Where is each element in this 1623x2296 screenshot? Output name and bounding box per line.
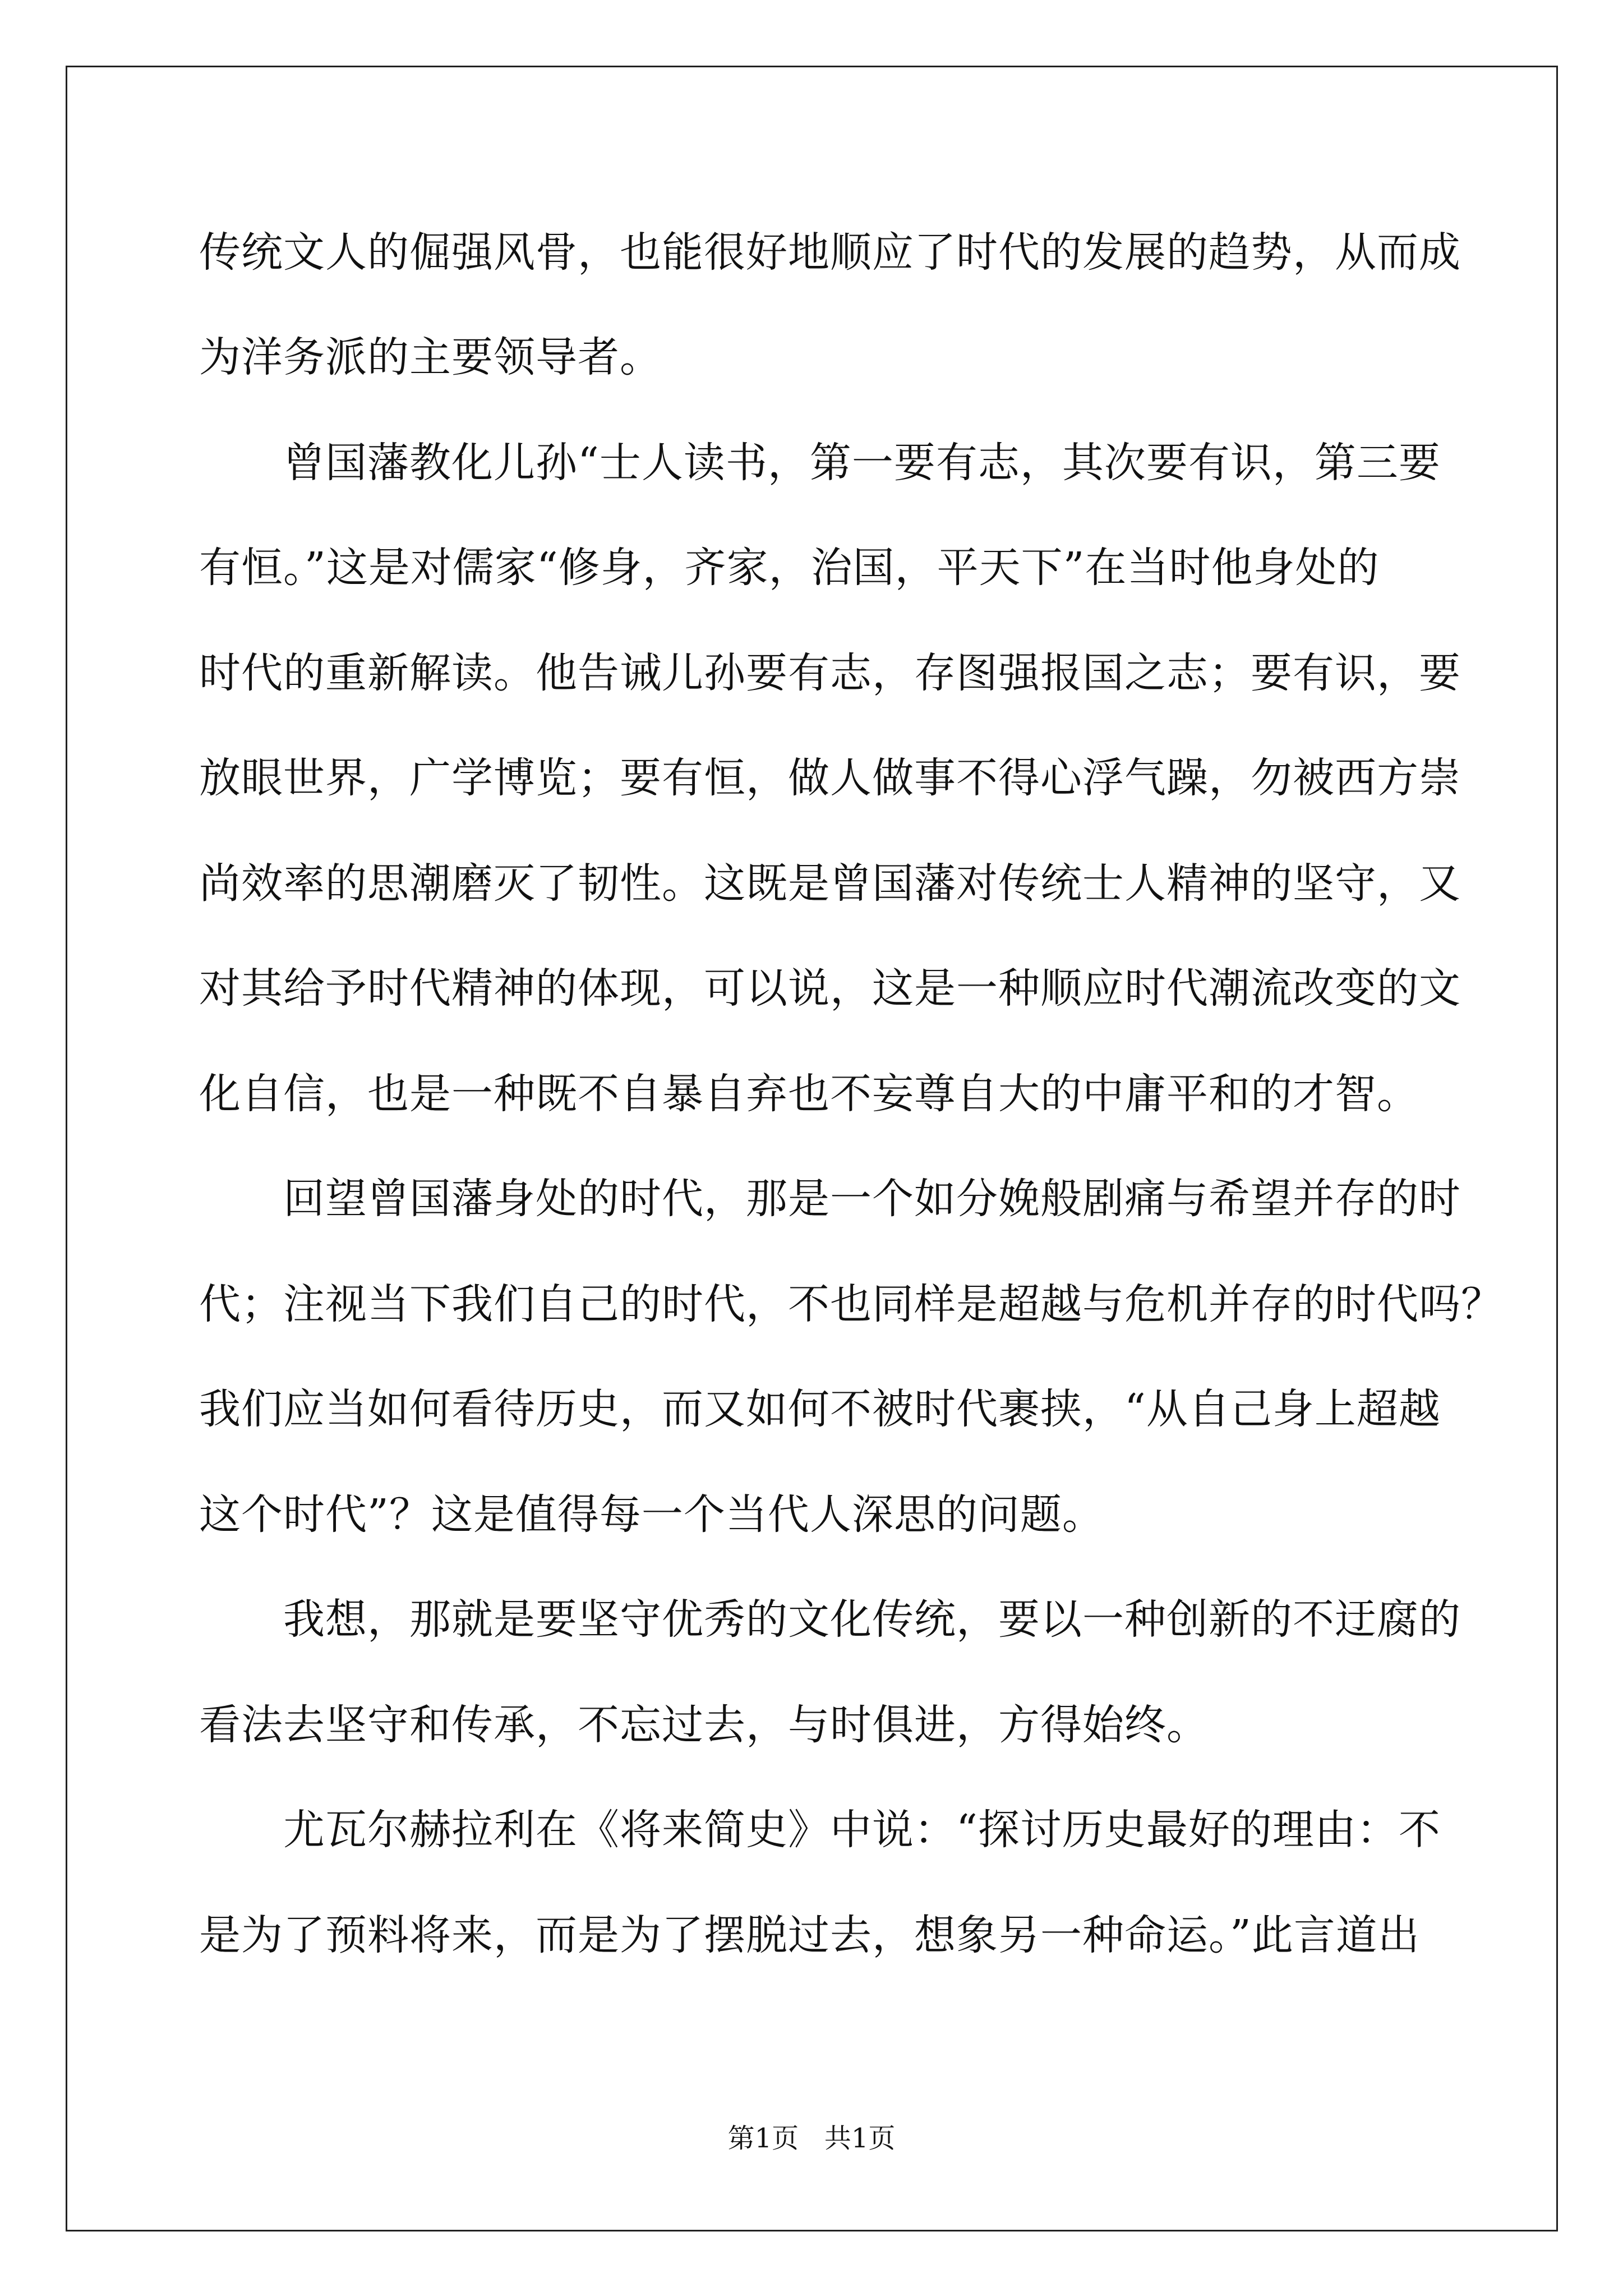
text-line: 时代的重新解读。他告诫儿孙要有志，存图强报国之志；要有识，要 bbox=[199, 649, 1461, 697]
text-line: 代；注视当下我们自己的时代，不也同样是超越与危机并存的时代吗？ bbox=[199, 1280, 1503, 1328]
text-line: 有恒。”这是对儒家“修身，齐家，治国，平天下”在当时他身处的 bbox=[199, 544, 1380, 592]
page-border bbox=[66, 66, 1558, 2231]
text-line: 这个时代”？这是值得每一个当代人深思的问题。 bbox=[199, 1490, 1104, 1539]
text-line: 回望曾国藩身处的时代，那是一个如分娩般剧痛与希望并存的时 bbox=[283, 1175, 1461, 1223]
text-line: 看法去坚守和传承，不忘过去，与时俱进，方得始终。 bbox=[199, 1701, 1209, 1749]
text-line: 我想，那就是要坚守优秀的文化传统，要以一种创新的不迂腐的 bbox=[283, 1595, 1461, 1644]
text-line: 放眼世界，广学博览；要有恒，做人做事不得心浮气躁，勿被西方崇 bbox=[199, 754, 1461, 802]
text-line: 尤瓦尔赫拉利在《将来简史》中说：“探讨历史最好的理由：不 bbox=[283, 1806, 1441, 1854]
text-line: 化自信，也是一种既不自暴自弃也不妄尊自大的中庸平和的才智。 bbox=[199, 1070, 1419, 1118]
text-line: 为洋务派的主要领导者。 bbox=[199, 333, 662, 381]
text-line: 对其给予时代精神的体现，可以说，这是一种顺应时代潮流改变的文 bbox=[199, 964, 1461, 1013]
text-line: 尚效率的思潮磨灭了韧性。这既是曾国藩对传统士人精神的坚守，又 bbox=[199, 859, 1461, 908]
text-line: 是为了预料将来，而是为了摆脱过去，想象另一种命运。”此言道出 bbox=[199, 1911, 1420, 1959]
text-line: 曾国藩教化儿孙“士人读书，第一要有志，其次要有识，第三要 bbox=[283, 439, 1441, 487]
page-footer: 第1页 共1页 bbox=[727, 2123, 896, 2154]
text-line: 我们应当如何看待历史，而又如何不被时代裹挟，“从自己身上超越 bbox=[199, 1385, 1441, 1433]
text-line: 传统文人的倔强风骨，也能很好地顺应了时代的发展的趋势，从而成 bbox=[199, 228, 1461, 277]
